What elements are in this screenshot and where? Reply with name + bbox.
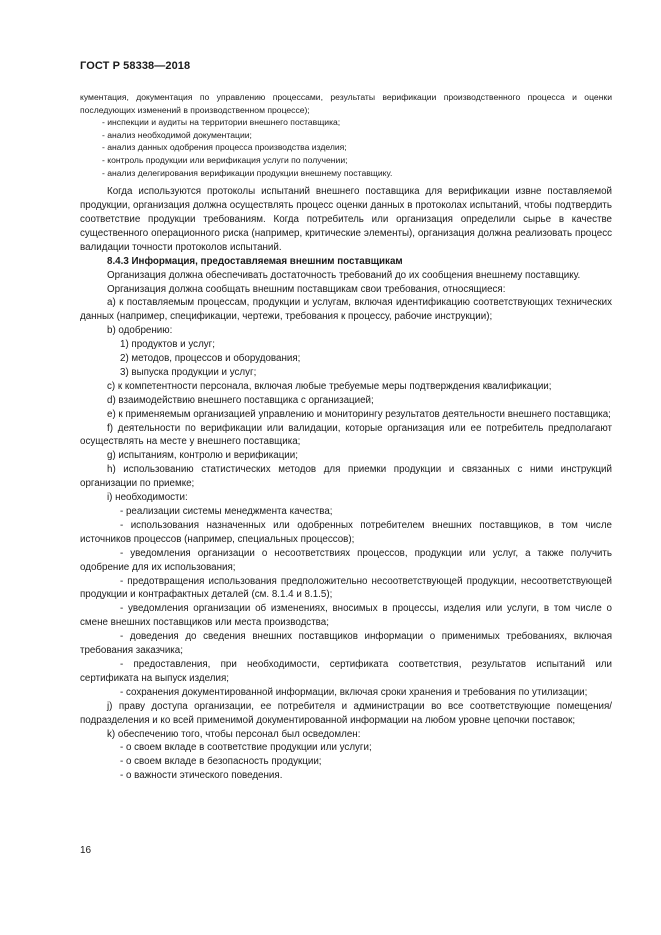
small-text-block [80,91,612,179]
list-item: k) обеспечению того, чтобы персонал был осведомлен: [107,728,361,740]
list-item: i) необходимости: [107,492,188,504]
list-item: b) одобрению: [107,325,173,337]
main-text-block [80,185,612,783]
list-item: h) использованию статистических методов для приемки продукции и связанных с ними инструкций организации по приемке; [80,464,612,490]
dash-item: - о своем вкладе в безопасность продукции; [120,756,322,768]
list-item: f) деятельности по верификации или валидации, которые организация или ее потребитель предполагают осуществлять на месте у внешнего поставщика; [80,422,612,448]
dash-item: - уведомления организации о несоответствиях процессов, продукции или услуг, а также получить одобрение для их использования; [80,547,612,573]
page-number: 16 [80,845,92,856]
list-item: j) праву доступа организации, ее потребителя и администрации во все соответствующие помещения/подразделения и ко всей применимой документированной информации на любом уровне цепочки поставок; [80,700,612,726]
paragraph: кументация, документация по управлению процессами, результаты верификации производственного процесса и оценки последующих изменений в производственном процессе); [80,92,612,115]
list-item: - анализ делегирования верификации продукции внешнему поставщику. [102,167,393,178]
paragraph: Организация должна обеспечивать достаточность требований до их сообщения внешнему поставщику. [107,269,581,281]
dash-item: - о важности этического поведения. [120,770,283,782]
paragraph: Когда используются протоколы испытаний внешнего поставщика для верификации извне поставляемой продукции, организация должна осуществлять процесс оценки данных в протоколах испытаний, чтобы подтвердить соответствие продукции требованиям. Когда потребитель или организация определили сырье в качестве существенного операционного риска (например, критические элементы), организация должна реализовать процесс валидации точности протоколов испытаний. [80,186,612,253]
paragraph: Организация должна сообщать внешним поставщикам свои требования, относящиеся: [107,283,506,295]
dash-item: - использования назначенных или одобренных потребителем внешних поставщиков, в том числе источников процессов (например, специальных процессов); [80,519,612,545]
list-item: d) взаимодействию внешнего поставщика с организацией; [107,394,374,406]
page-content [80,91,612,783]
list-item: - анализ необходимой документации; [102,129,252,140]
list-item: c) к компетентности персонала, включая любые требуемые меры подтверждения квалификации; [107,380,552,392]
dash-item: - сохранения документированной информации, включая сроки хранения и требования по утилизации; [120,686,588,698]
list-item: - инспекции и аудиты на территории внешнего поставщика; [102,117,341,128]
dash-item: - предоставления, при необходимости, сертификата соответствия, результатов испытаний или сертификата на выпуск изделия; [80,658,612,684]
list-item: а) к поставляемым процессам, продукции и услугам, включая идентификацию соответствующих технических данных (например, спецификации, чертежи, требования к процессу, рабочие инструкции); [80,297,612,323]
dash-item: - доведения до сведения внешних поставщиков информации о применимых требованиях, включая требования заказчика; [80,631,612,657]
dash-item: - реализации системы менеджмента качества; [120,506,333,517]
section-heading: 8.4.3 Информация, предоставляемая внешним поставщикам [107,255,403,267]
list-item: - контроль продукции или верификация услуги по получении; [102,154,348,165]
dash-item: - уведомления организации об изменениях, вносимых в процессы, изделия или услуги, в том числе о смене внешних поставщиков или места производства; [80,603,612,629]
document-header: ГОСТ Р 58338—2018 [80,60,191,72]
list-item: - анализ данных одобрения процесса производства изделия; [102,142,347,153]
sub-list-item: 1) продуктов и услуг; [120,339,215,351]
dash-item: - предотвращения использования предположительно несоответствующей продукции, несоответствующей продукции и контрафактных деталей (см. 8.1.4 и 8.1.5); [80,575,612,601]
sub-list-item: 2) методов, процессов и оборудования; [120,353,301,365]
sub-list-item: 3) выпуска продукции и услуг; [120,366,257,378]
list-item: e) к применяемым организацией управлению и мониторингу результатов деятельности внешнего поставщика; [107,408,611,420]
dash-item: - о своем вкладе в соответствие продукции или услуги; [120,742,372,754]
list-item: g) испытаниям, контролю и верификации; [107,450,298,462]
